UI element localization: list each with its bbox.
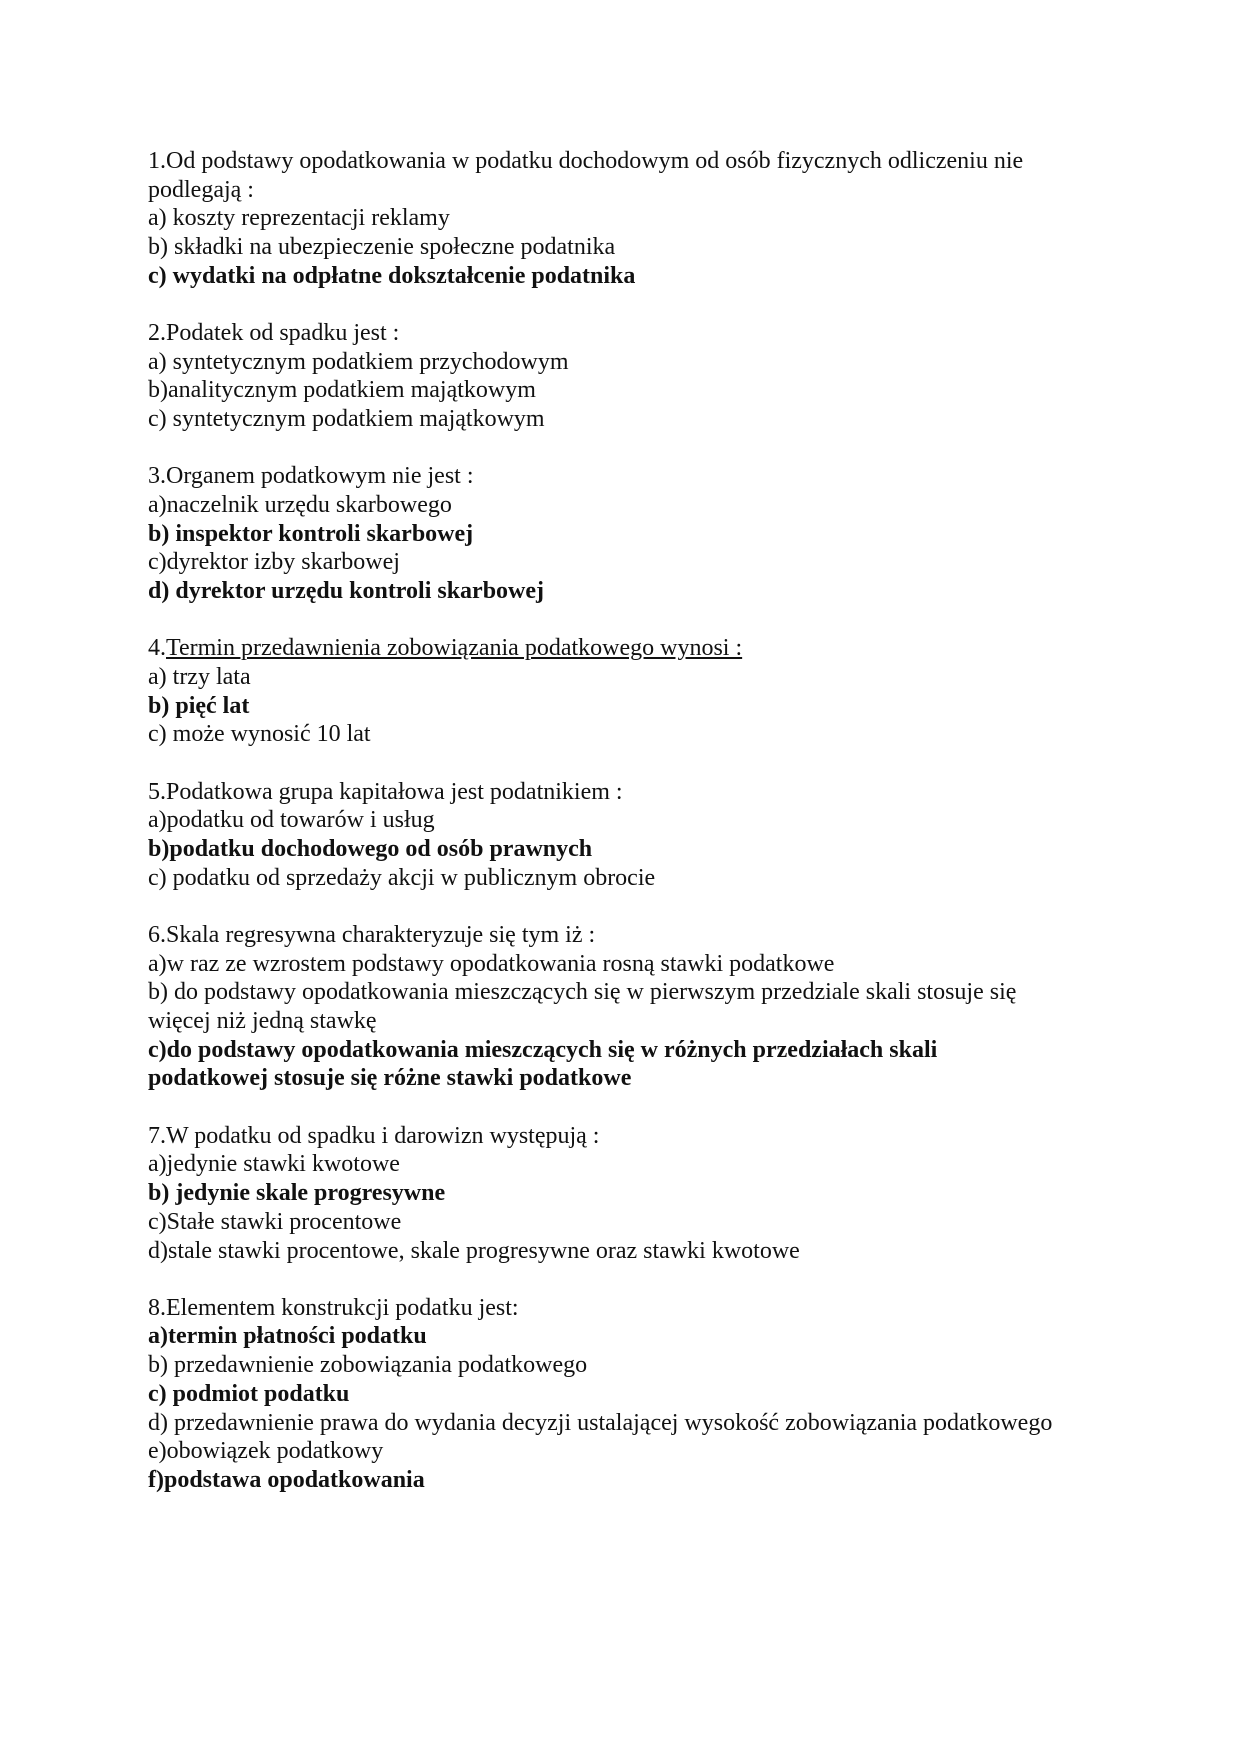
question-7 <box>148 1122 1128 1266</box>
answer-option-correct: c) wydatki na odpłatne dokształcenie podatnika <box>148 262 636 289</box>
answer-option: b)analitycznym podatkiem majątkowym <box>148 377 536 404</box>
question-text: 6.Skala regresywna charakteryzuje się tym iż : <box>148 921 596 948</box>
question-6 <box>148 921 1128 1093</box>
answer-option: c)dyrektor izby skarbowej <box>148 549 400 576</box>
answer-option: c) może wynosić 10 lat <box>148 721 371 748</box>
answer-option-correct: b) pięć lat <box>148 692 250 719</box>
question-text: podlegają : <box>148 176 254 203</box>
answer-option: a)jedynie stawki kwotowe <box>148 1151 400 1178</box>
answer-option: b) do podstawy opodatkowania mieszczących się w pierwszym przedziale skali stosuje się <box>148 979 1017 1006</box>
document-page <box>148 147 1128 1523</box>
answer-option-correct: d) dyrektor urzędu kontroli skarbowej <box>148 578 545 605</box>
question-4 <box>148 634 1128 749</box>
question-text: 2.Podatek od spadku jest : <box>148 320 400 347</box>
answer-option: a)naczelnik urzędu skarbowego <box>148 492 452 519</box>
answer-option: d)stale stawki procentowe, skale progresywne oraz stawki kwotowe <box>148 1237 800 1264</box>
question-text: 1.Od podstawy opodatkowania w podatku dochodowym od osób fizycznych odliczeniu nie <box>148 148 1024 174</box>
answer-option: c)Stałe stawki procentowe <box>148 1208 402 1235</box>
answer-option: a) syntetycznym podatkiem przychodowym <box>148 348 569 375</box>
answer-option-correct: b) jedynie skale progresywne <box>148 1180 446 1207</box>
answer-option-correct: c)do podstawy opodatkowania mieszczących się w różnych przedziałach skali <box>148 1036 938 1063</box>
question-text: 7.W podatku od spadku i darowizn występują : <box>148 1122 600 1149</box>
answer-option-correct: b) inspektor kontroli skarbowej <box>148 520 474 547</box>
answer-option: c) syntetycznym podatkiem majątkowym <box>148 406 545 433</box>
answer-option: a) trzy lata <box>148 664 251 691</box>
question-text: 8.Elementem konstrukcji podatku jest: <box>148 1294 519 1321</box>
question-3 <box>148 462 1128 606</box>
question-5 <box>148 778 1128 893</box>
question-2 <box>148 319 1128 434</box>
answer-option: d) przedawnienie prawa do wydania decyzji ustalającej wysokość zobowiązania podatkowego <box>148 1409 1053 1436</box>
answer-option: a)podatku od towarów i usług <box>148 807 435 834</box>
answer-option-correct: podatkowej stosuje się różne stawki podatkowe <box>148 1065 632 1092</box>
question-number: 4. <box>148 635 166 662</box>
answer-option: a)w raz ze wzrostem podstawy opodatkowania rosną stawki podatkowe <box>148 950 835 977</box>
answer-option: c) podatku od sprzedaży akcji w publicznym obrocie <box>148 864 656 891</box>
answer-option-correct: f)podstawa opodatkowania <box>148 1466 425 1493</box>
question-text: 3.Organem podatkowym nie jest : <box>148 463 474 490</box>
question-text: 5.Podatkowa grupa kapitałowa jest podatnikiem : <box>148 778 623 805</box>
answer-option-correct: a)termin płatności podatku <box>148 1323 427 1350</box>
question-text-underlined: Termin przedawnienia zobowiązania podatkowego wynosi : <box>166 635 743 662</box>
question-1 <box>148 147 1128 291</box>
answer-option-correct: b)podatku dochodowego od osób prawnych <box>148 836 593 863</box>
question-8 <box>148 1294 1128 1495</box>
answer-option-correct: c) podmiot podatku <box>148 1380 350 1407</box>
answer-option: b) składki na ubezpieczenie społeczne podatnika <box>148 234 616 261</box>
answer-option: a) koszty reprezentacji reklamy <box>148 205 450 232</box>
answer-option: b) przedawnienie zobowiązania podatkowego <box>148 1352 588 1379</box>
answer-option: e)obowiązek podatkowy <box>148 1438 384 1465</box>
answer-option: więcej niż jedną stawkę <box>148 1008 377 1035</box>
question-text <box>148 634 1128 663</box>
